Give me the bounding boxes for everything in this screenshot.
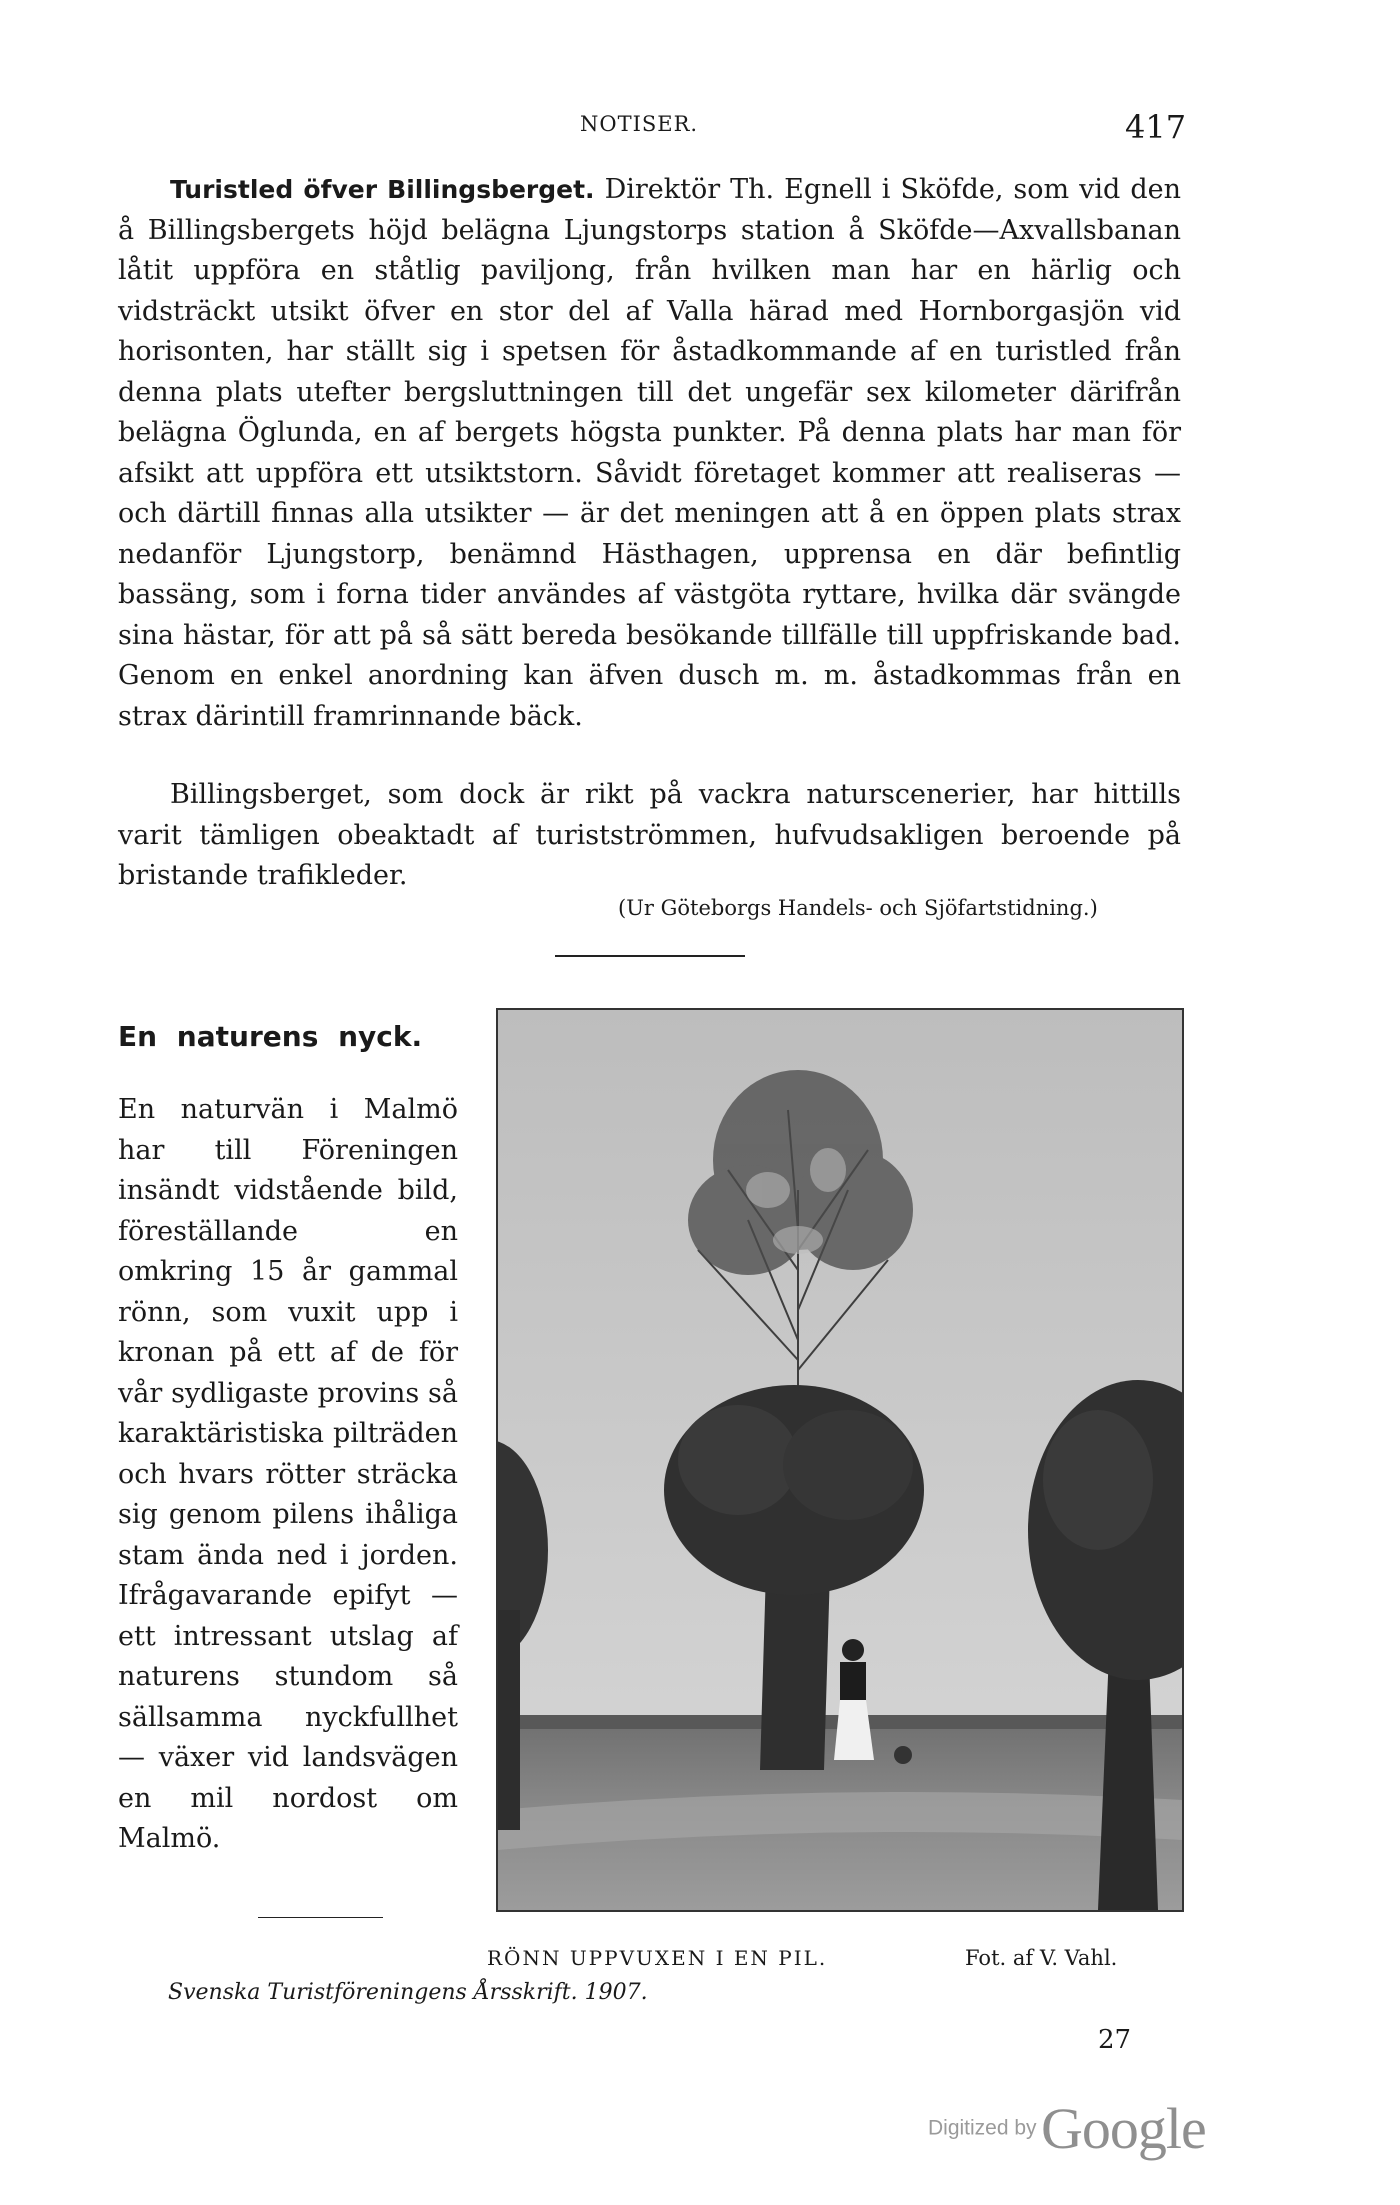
article-1-title: Turistled öfver Billingsberget. xyxy=(170,175,595,204)
article-2-title: En naturens nyck. xyxy=(118,1020,423,1053)
article-2-body: En naturvän i Malmö har till Föreningen insändt vidstående bild, föreställande en omkring 15 år gammal rönn, som vuxit upp i kronan på ett af de för vår sydligaste provins så karaktäristiska pilträden och hvars rötter sträcka sig genom pilens ihåliga stam ända ned i jorden. Ifrågavarande epifyt — ett intressant utslag af naturens stundom så sällsamma nyckfullhet — växer vid landsvägen en mil nordost om Malmö. xyxy=(118,1094,458,1854)
photograph-rowan-in-willow xyxy=(496,1008,1184,1912)
journal-footer: Svenska Turistföreningens Årsskrift. 1907. xyxy=(168,1980,648,2005)
article-1-paragraph-1-body: Direktör Th. Egnell i Sköfde, som vid den å Billingsbergets höjd belägna Ljungstorps station å Sköfde—Axvallsbanan låtit uppföra en ståtlig paviljong, från hvilken man har en härlig och vidsträckt utsikt öfver en stor del af Valla härad med Hornborgasjön vid horisonten, har ställt sig i spetsen för åstadkommande af en turistled från denna plats utefter bergsluttningen till det ungefär sex kilometer därifrån belägna Öglunda, en af bergets högsta punkter. På denna plats har man för afsikt att uppföra ett utsiktstorn. Såvidt företaget kommer att realiseras — och därtill finnas alla utsikter — är det meningen att å en öppen plats strax nedanför Ljungstorp, benämnd Hästhagen, upprensa en där befintlig bassäng, som i forna tider användes af västgöta ryttare, hvilka där svängde sina hästar, för att på så sätt bereda besökande tillfälle till uppfriskande bad. Genom en enkel anordning kan äfven dusch m. m. åstadkommas från en strax därintill framrinnande bäck. xyxy=(118,174,1181,732)
photo-caption: RÖNN UPPVUXEN I EN PIL. xyxy=(487,1946,828,1970)
running-head: NOTISER. xyxy=(580,112,699,136)
photograph-illustration xyxy=(498,1010,1182,1910)
google-logo: Google xyxy=(1041,2096,1206,2161)
article-2-end-rule xyxy=(258,1917,383,1918)
digitized-by-watermark xyxy=(928,2095,1206,2162)
section-divider xyxy=(555,955,745,957)
photo-credit: Fot. af V. Vahl. xyxy=(965,1946,1118,1970)
article-1-paragraph-2: Billingsberget, som dock är rikt på vackra naturscenerier, har hittills varit tämligen obeaktadt af turistströmmen, hufvudsakligen beroende på bristande trafikleder. xyxy=(118,779,1181,891)
signature-number: 27 xyxy=(1098,2025,1132,2055)
digitized-prefix: Digitized by xyxy=(928,2116,1037,2140)
article-1-paragraph-1 xyxy=(118,170,1181,737)
article-1-source: (Ur Göteborgs Handels- och Sjöfartstidning.) xyxy=(618,896,1098,920)
page-number: 417 xyxy=(1125,108,1187,146)
